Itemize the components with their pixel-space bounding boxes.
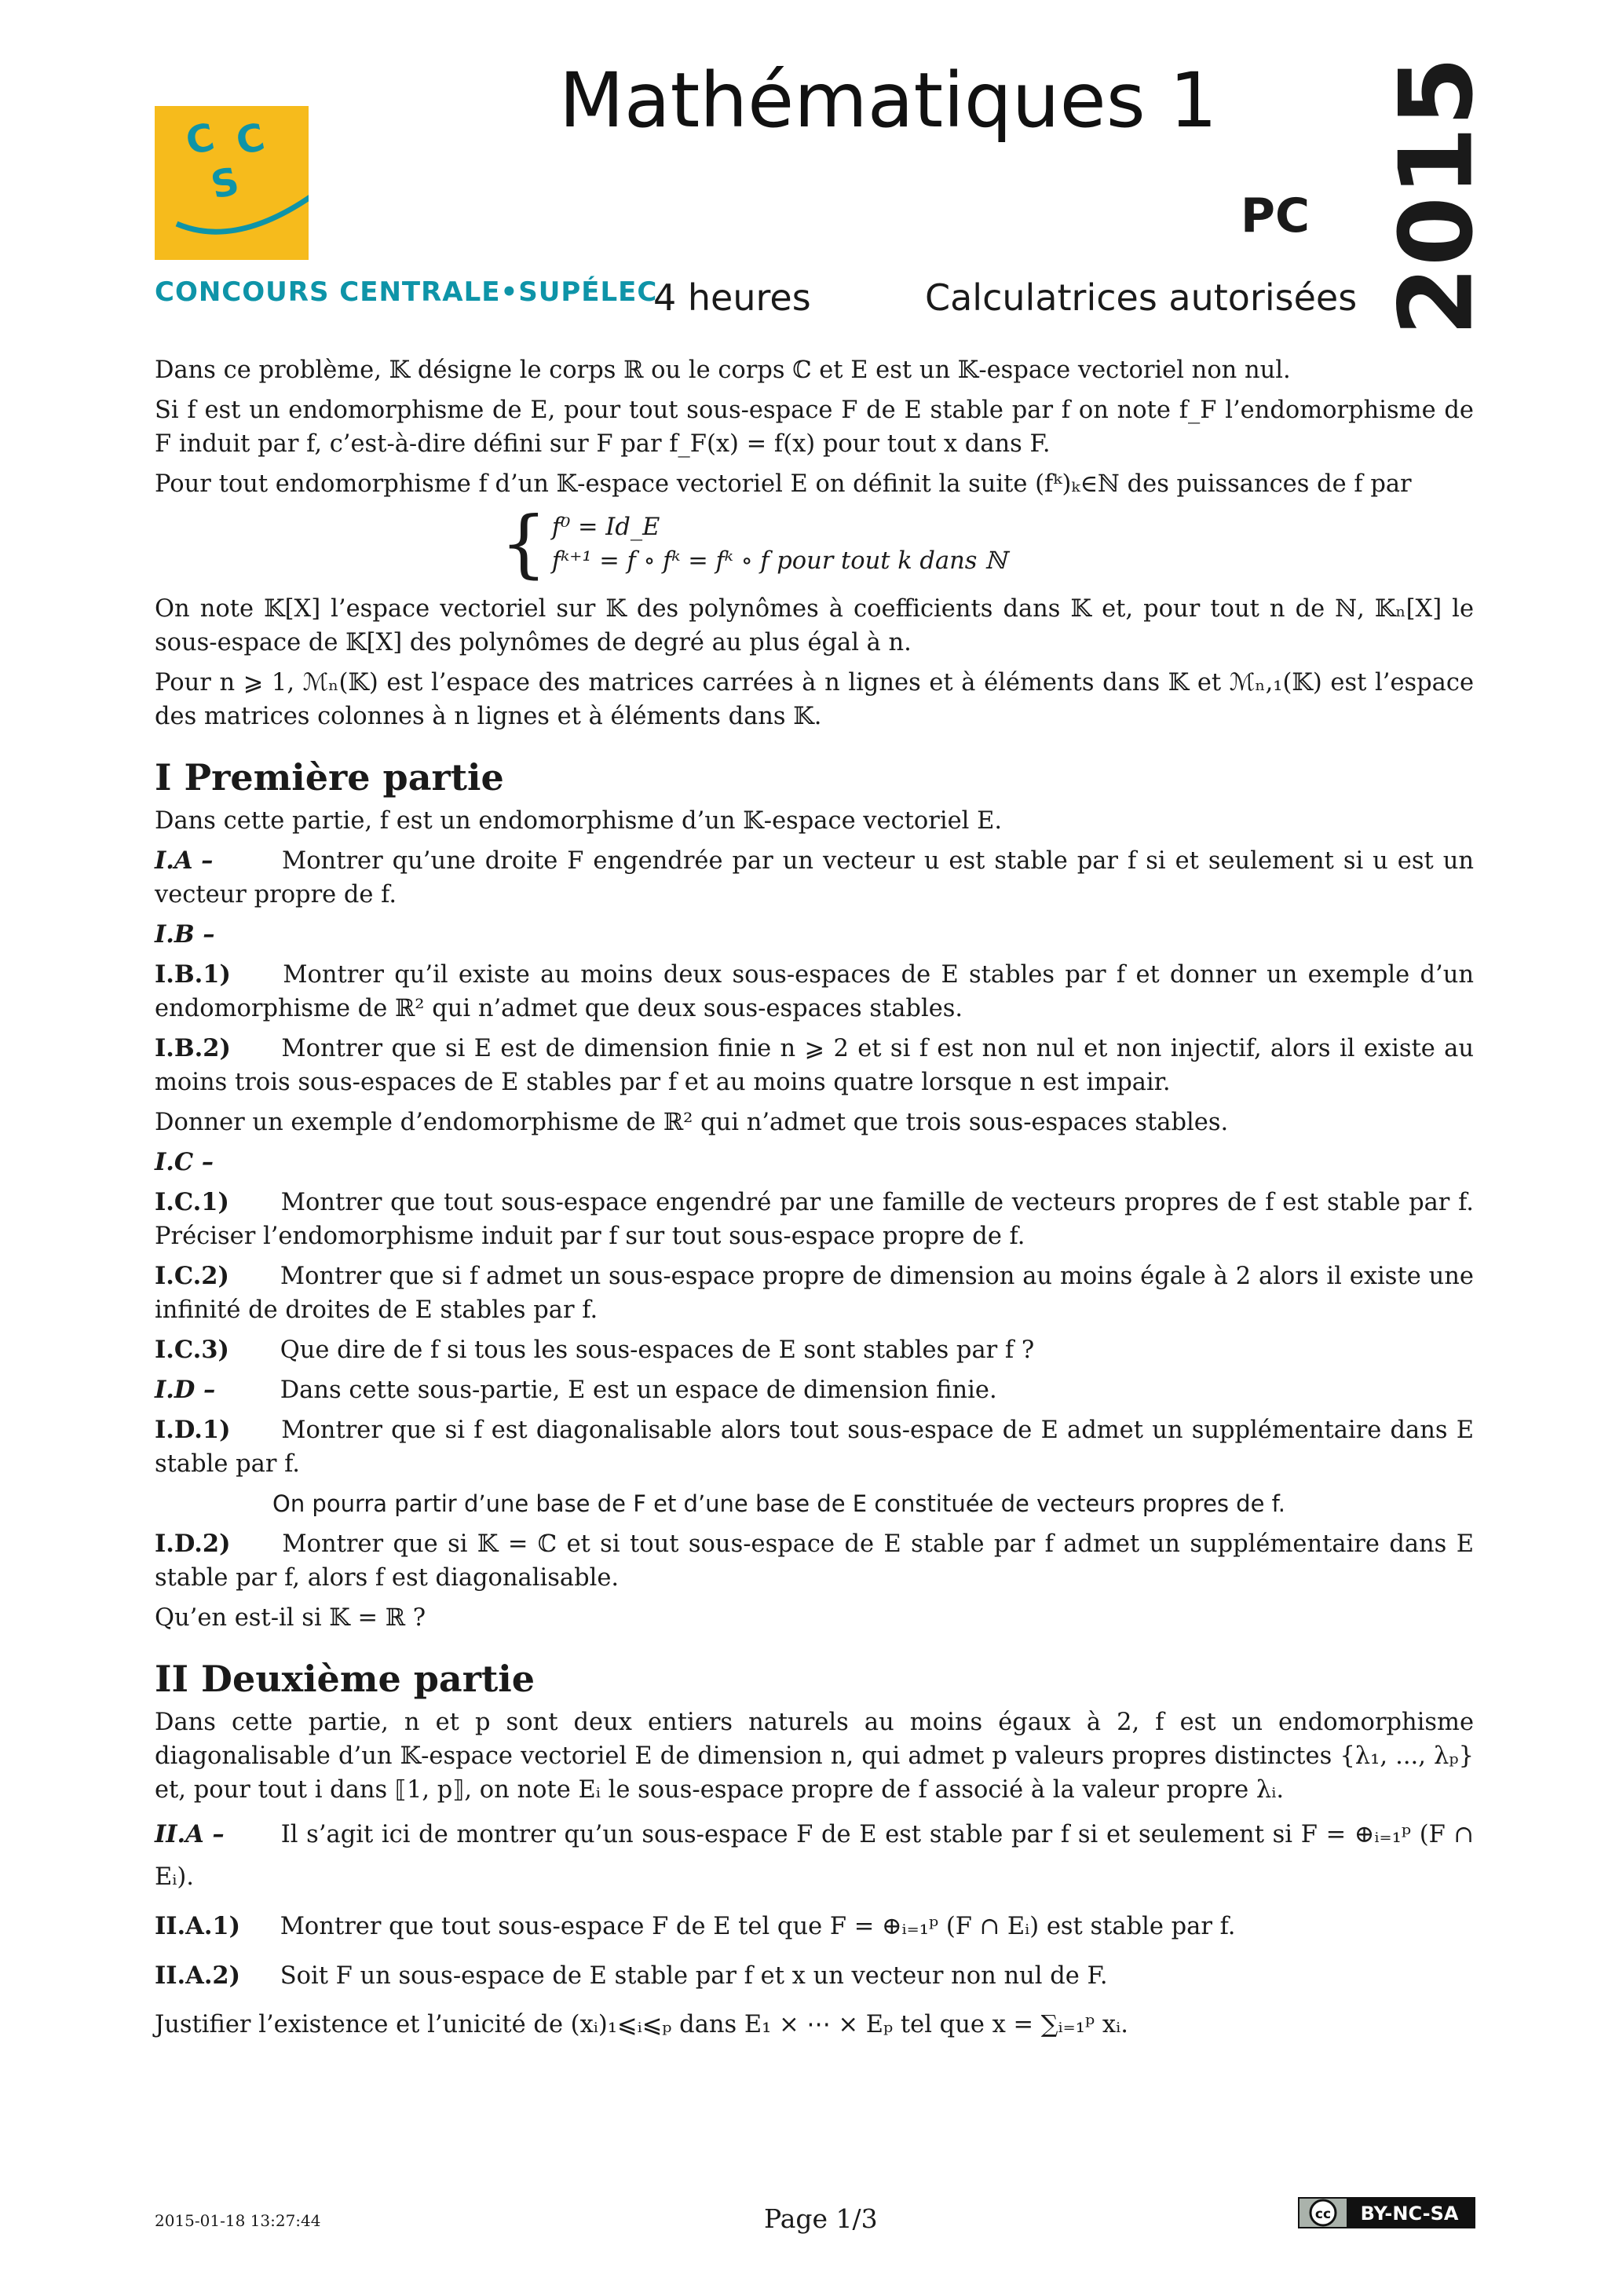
question [155,1186,1474,1253]
section-intro: Dans cette partie, n et p sont deux entiers naturels au moins égaux à 2, f est un endomorphisme diagonalisable d’un 𝕂-espace vectoriel E de dimension n, qui admet p valeurs propres distinctes {λ₁, ..., λₚ} et, pour tout i dans ⟦1, p⟧, on note Eᵢ le sous-espace propre de f associé à la valeur propre λᵢ. [155,1709,1474,1804]
question-extra: Qu’en est-il si 𝕂 = ℝ ? [155,1604,426,1632]
question [155,1373,1474,1407]
question-text: Montrer qu’une droite F engendrée par un vecteur u est stable par f si et seulement si u est un vecteur propre de f. [155,847,1474,909]
question-extra: Donner un exemple d’endomorphisme de ℝ² qui n’admet que trois sous-espaces stables. [155,1109,1229,1136]
question [155,1954,1474,1998]
question [155,844,1474,912]
question-text: Dans cette sous-partie, E est un espace de dimension finie. [280,1377,997,1404]
question-text: Il s’agit ici de montrer qu’un sous-espace F de E est stable par f si et seulement si F = ⊕ᵢ₌₁ᵖ (F ∩ Eᵢ). [155,1821,1474,1891]
question-label: I.B – [155,920,215,949]
svg-text:C: C [181,115,218,164]
question-label: I.B.1) [155,960,231,989]
question [155,1527,1474,1595]
brace-symbol: { [500,501,547,587]
intro-paragraph: Si f est un endomorphisme de E, pour tout sous-espace F de E stable par f on note f_F l’endomorphisme de F induit par f, c’est-à-dire défini sur F par f_F(x) = f(x) pour tout x dans F. [155,397,1474,458]
year-label [1378,56,1496,337]
question [155,1146,1474,1179]
section-heading: I Première partie [155,756,504,799]
question-text: Montrer que tout sous-espace F de E tel que F = ⊕ᵢ₌₁ᵖ (F ∩ Eᵢ) est stable par f. [280,1913,1236,1940]
question-label: I.C.2) [155,1262,229,1290]
question-label: I.B.2) [155,1034,231,1062]
question-extra: Justifier l’existence et l’unicité de (xᵢ)₁⩽ᵢ⩽ₚ dans E₁ × ⋯ × Eₚ tel que x = ∑ᵢ₌₁ᵖ xᵢ. [155,2011,1128,2038]
page-number: Page 1/3 [764,2203,878,2234]
svg-text:S: S [207,159,243,208]
question-label: I.C – [155,1148,214,1176]
footer-timestamp: 2015-01-18 13:27:44 [155,2211,321,2230]
question [155,1260,1474,1327]
exam-body [155,353,1474,2053]
question [155,1413,1474,1481]
year-text: 2015 [1378,56,1496,337]
question [155,1333,1474,1367]
question-text: Montrer que si f est diagonalisable alors tout sous-espace de E admet un supplémentaire dans E stable par f. [155,1417,1474,1478]
page-title: Mathématiques 1 [559,57,1218,144]
question-text: Que dire de f si tous les sous-espaces de E sont stables par f ? [280,1336,1035,1364]
concours-label: CONCOURS CENTRALE•SUPÉLEC [155,276,658,308]
section-heading: II Deuxième partie [155,1658,535,1700]
question-text: Montrer que tout sous-espace engendré par une famille de vecteurs propres de f est stable par f. Préciser l’endomorphisme induit par f sur tout sous-espace propre de f. [155,1189,1474,1250]
duration-label: 4 heures [653,276,811,319]
intro-paragraph: Pour tout endomorphisme f d’un 𝕂-espace vectoriel E on définit la suite (fᵏ)ₖ∈ℕ des puissances de f par [155,470,1412,498]
question-text: Soit F un sous-espace de E stable par f et x un vecteur non nul de F. [280,1962,1108,1990]
question-label: I.C.3) [155,1336,229,1364]
intro-paragraph: On note 𝕂[X] l’espace vectoriel sur 𝕂 des polynômes à coefficients dans 𝕂 et, pour tout n de ℕ, 𝕂ₙ[X] le sous-espace de 𝕂[X] des polynômes de degré au plus égal à n. [155,595,1474,656]
question-label: II.A.2) [155,1961,241,1990]
question-text: Montrer que si E est de dimension finie n ⩾ 2 et si f est non nul et non injectif, alors il existe au moins trois sous-espaces de E stables par f et au moins quatre lorsque n est impair. [155,1035,1474,1096]
question [155,1032,1474,1099]
question [155,1905,1474,1948]
question-label: II.A.1) [155,1912,241,1940]
equation-line: fᵏ⁺¹ = f ∘ fᵏ = fᵏ ∘ f pour tout k dans ℕ [551,547,1007,575]
question-hint: On pourra partir d’une base de F et d’une base de E constituée de vecteurs propres de f. [272,1490,1285,1517]
intro-paragraph: Pour n ⩾ 1, ℳₙ(𝕂) est l’espace des matrices carrées à n lignes et à éléments dans 𝕂 et ℳₙ,₁(𝕂) est l’espace des matrices colonnes à n lignes et à éléments dans 𝕂. [155,669,1474,730]
definition-equations [500,501,1474,587]
ccs-logo [155,106,309,260]
question-label: II.A – [155,1820,225,1848]
question [155,958,1474,1026]
equation-line: f⁰ = Id_E [551,514,660,541]
intro-paragraph: Dans ce problème, 𝕂 désigne le corps ℝ ou le corps ℂ et E est un 𝕂-espace vectoriel non nul. [155,356,1291,384]
question-label: I.D – [155,1376,216,1404]
cc-text: cc [1314,2206,1332,2222]
svg-text:C: C [232,115,269,164]
question-label: I.D.2) [155,1530,231,1558]
cc-license-badge [1298,2197,1475,2228]
question-label: I.C.1) [155,1188,229,1216]
question-text: Montrer qu’il existe au moins deux sous-espaces de E stables par f et donner un exemple d’un endomorphisme de ℝ² qui n’admet que deux sous-espaces stables. [155,961,1474,1022]
question-label: I.D.1) [155,1416,231,1444]
question-text: Montrer que si f admet un sous-espace propre de dimension au moins égale à 2 alors il existe une infinité de droites de E stables par f. [155,1263,1474,1324]
question [155,918,1474,952]
question-text: Montrer que si 𝕂 = ℂ et si tout sous-espace de E stable par f admet un supplémentaire dans E stable par f, alors f est diagonalisable. [155,1530,1474,1592]
filiere-label: PC [1241,188,1310,243]
section-intro: Dans cette partie, f est un endomorphisme d’un 𝕂-espace vectoriel E. [155,807,1003,835]
license-text: BY-NC-SA [1360,2203,1459,2225]
question-label: I.A – [155,846,214,875]
calculator-label: Calculatrices autorisées [925,276,1358,319]
question [155,1813,1474,1899]
